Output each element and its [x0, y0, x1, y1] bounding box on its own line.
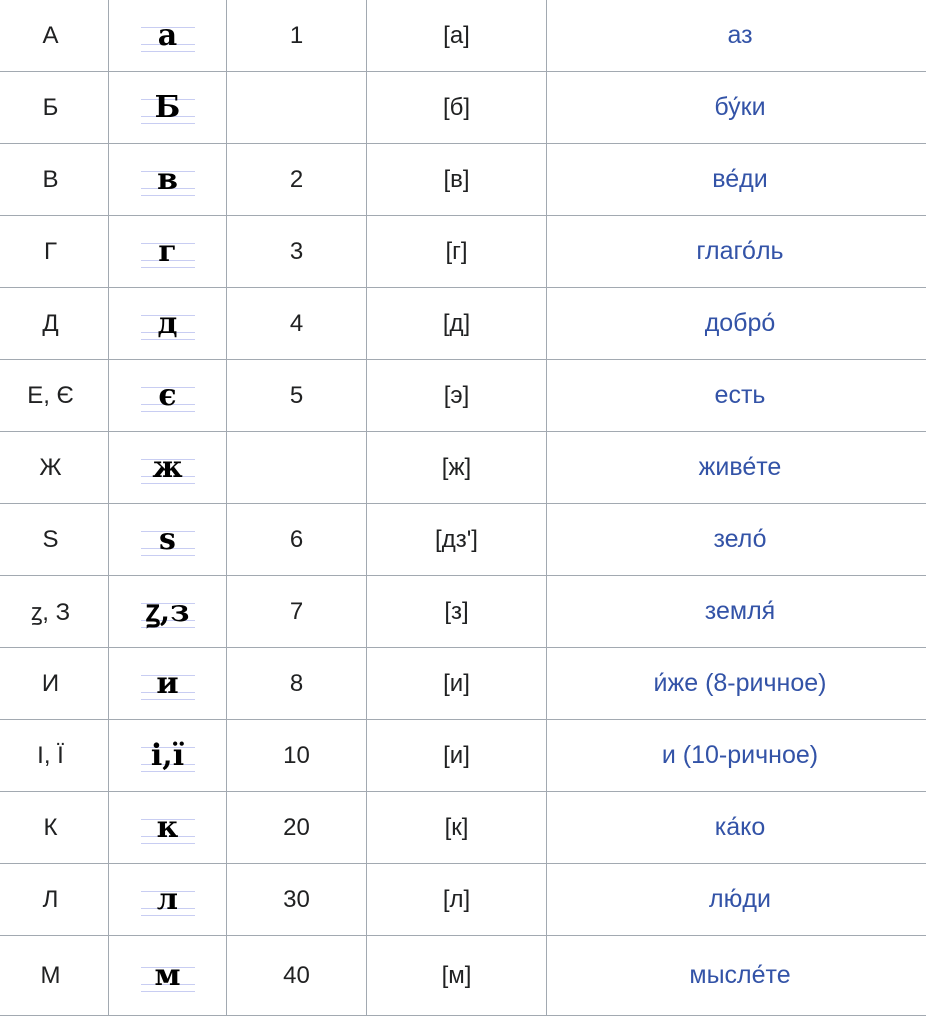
numeric-value-cell: 7	[227, 576, 367, 648]
church-slavonic-glyph: и	[138, 666, 198, 702]
letter-name-link[interactable]: добро́	[704, 309, 776, 337]
numeric-value-cell: 2	[227, 144, 367, 216]
table-row	[0, 288, 926, 360]
letter-name-link[interactable]: земля́	[704, 597, 776, 625]
letter-cell: Ж	[0, 432, 109, 504]
glyph-cell	[109, 0, 227, 72]
letter-name-cell	[547, 144, 926, 216]
sound-cell: [г]	[367, 216, 547, 288]
glyph-cell	[109, 504, 227, 576]
letter-cell: І, Ї	[0, 720, 109, 792]
sound-cell: [м]	[367, 936, 547, 1016]
glyph-cell	[109, 216, 227, 288]
table-row	[0, 720, 926, 792]
letter-name-link[interactable]: ка́ко	[714, 813, 766, 841]
table-row	[0, 936, 926, 1016]
table-row	[0, 504, 926, 576]
glyph-cell	[109, 576, 227, 648]
church-slavonic-glyph: л	[138, 882, 198, 918]
table-row	[0, 792, 926, 864]
table-row	[0, 72, 926, 144]
numeric-value-cell: 5	[227, 360, 367, 432]
table-row	[0, 432, 926, 504]
letter-cell: К	[0, 792, 109, 864]
letter-name-cell	[547, 432, 926, 504]
sound-cell: [и]	[367, 720, 547, 792]
church-slavonic-glyph: г	[138, 234, 198, 270]
church-slavonic-glyph: а	[138, 18, 198, 54]
sound-cell: [дз']	[367, 504, 547, 576]
letter-name-link[interactable]: и́же (8-ричное)	[653, 669, 827, 697]
letter-cell: Л	[0, 864, 109, 936]
letter-name-link[interactable]: аз	[727, 21, 753, 49]
letter-name-link[interactable]: есть	[714, 381, 766, 409]
letter-name-link[interactable]: глаго́ль	[696, 237, 784, 265]
numeric-value-cell: 3	[227, 216, 367, 288]
glyph-cell	[109, 72, 227, 144]
church-slavonic-glyph: к	[138, 810, 198, 846]
numeric-value-cell: 10	[227, 720, 367, 792]
church-slavonic-glyph: і,ї	[138, 738, 198, 774]
letter-name-cell	[547, 72, 926, 144]
glyph-cell	[109, 144, 227, 216]
sound-cell: [з]	[367, 576, 547, 648]
letter-name-cell	[547, 792, 926, 864]
numeric-value-cell: 1	[227, 0, 367, 72]
letter-name-cell	[547, 360, 926, 432]
sound-cell: [к]	[367, 792, 547, 864]
letter-name-link[interactable]: и (10-ричное)	[661, 741, 819, 769]
letter-cell: И	[0, 648, 109, 720]
letter-cell: М	[0, 936, 109, 1016]
letter-name-cell	[547, 720, 926, 792]
letter-name-link[interactable]: ве́ди	[712, 165, 768, 193]
sound-cell: [б]	[367, 72, 547, 144]
letter-name-cell	[547, 936, 926, 1016]
numeric-value-cell: 20	[227, 792, 367, 864]
church-slavonic-glyph: ж	[138, 450, 198, 486]
sound-cell: [и]	[367, 648, 547, 720]
letter-cell: В	[0, 144, 109, 216]
numeric-value-cell	[227, 432, 367, 504]
glyph-cell	[109, 360, 227, 432]
letter-name-link[interactable]: зело́	[713, 525, 767, 553]
glyph-cell	[109, 864, 227, 936]
church-slavonic-glyph: є	[138, 378, 198, 414]
letter-name-link[interactable]: лю́ди	[709, 885, 771, 913]
church-slavonic-glyph: Б	[138, 90, 198, 126]
numeric-value-cell: 40	[227, 936, 367, 1016]
sound-cell: [ж]	[367, 432, 547, 504]
table-row	[0, 576, 926, 648]
table-row	[0, 360, 926, 432]
glyph-cell	[109, 936, 227, 1016]
church-slavonic-glyph: ꙁ,з	[138, 594, 198, 630]
glyph-cell	[109, 792, 227, 864]
table-row	[0, 216, 926, 288]
letter-cell: А	[0, 0, 109, 72]
glyph-cell	[109, 720, 227, 792]
letter-cell: Е, Є	[0, 360, 109, 432]
letter-cell: Д	[0, 288, 109, 360]
church-slavonic-glyph: в	[138, 162, 198, 198]
numeric-value-cell: 30	[227, 864, 367, 936]
letter-name-cell	[547, 288, 926, 360]
letter-name-cell	[547, 504, 926, 576]
sound-cell: [э]	[367, 360, 547, 432]
glyph-cell	[109, 648, 227, 720]
church-slavonic-glyph: ѕ	[138, 522, 198, 558]
letter-cell: ꙁ, З	[0, 576, 109, 648]
letter-name-cell	[547, 864, 926, 936]
letter-name-link[interactable]: бу́ки	[714, 93, 766, 121]
table-row	[0, 648, 926, 720]
sound-cell: [л]	[367, 864, 547, 936]
sound-cell: [д]	[367, 288, 547, 360]
letter-name-cell	[547, 216, 926, 288]
numeric-value-cell: 4	[227, 288, 367, 360]
glyph-cell	[109, 432, 227, 504]
sound-cell: [в]	[367, 144, 547, 216]
letter-name-cell	[547, 648, 926, 720]
table-row	[0, 864, 926, 936]
table-row	[0, 0, 926, 72]
letter-cell: S	[0, 504, 109, 576]
letter-cell: Б	[0, 72, 109, 144]
numeric-value-cell: 8	[227, 648, 367, 720]
numeric-value-cell	[227, 72, 367, 144]
letter-cell: Г	[0, 216, 109, 288]
table-row	[0, 144, 926, 216]
letter-name-link[interactable]: мысле́те	[689, 961, 791, 989]
letter-name-link[interactable]: живе́те	[698, 453, 782, 481]
letter-name-cell	[547, 576, 926, 648]
glyph-cell	[109, 288, 227, 360]
church-slavonic-glyph: д	[138, 306, 198, 342]
letter-name-cell	[547, 0, 926, 72]
church-slavonic-glyph: м	[138, 958, 198, 994]
numeric-value-cell: 6	[227, 504, 367, 576]
sound-cell: [а]	[367, 0, 547, 72]
